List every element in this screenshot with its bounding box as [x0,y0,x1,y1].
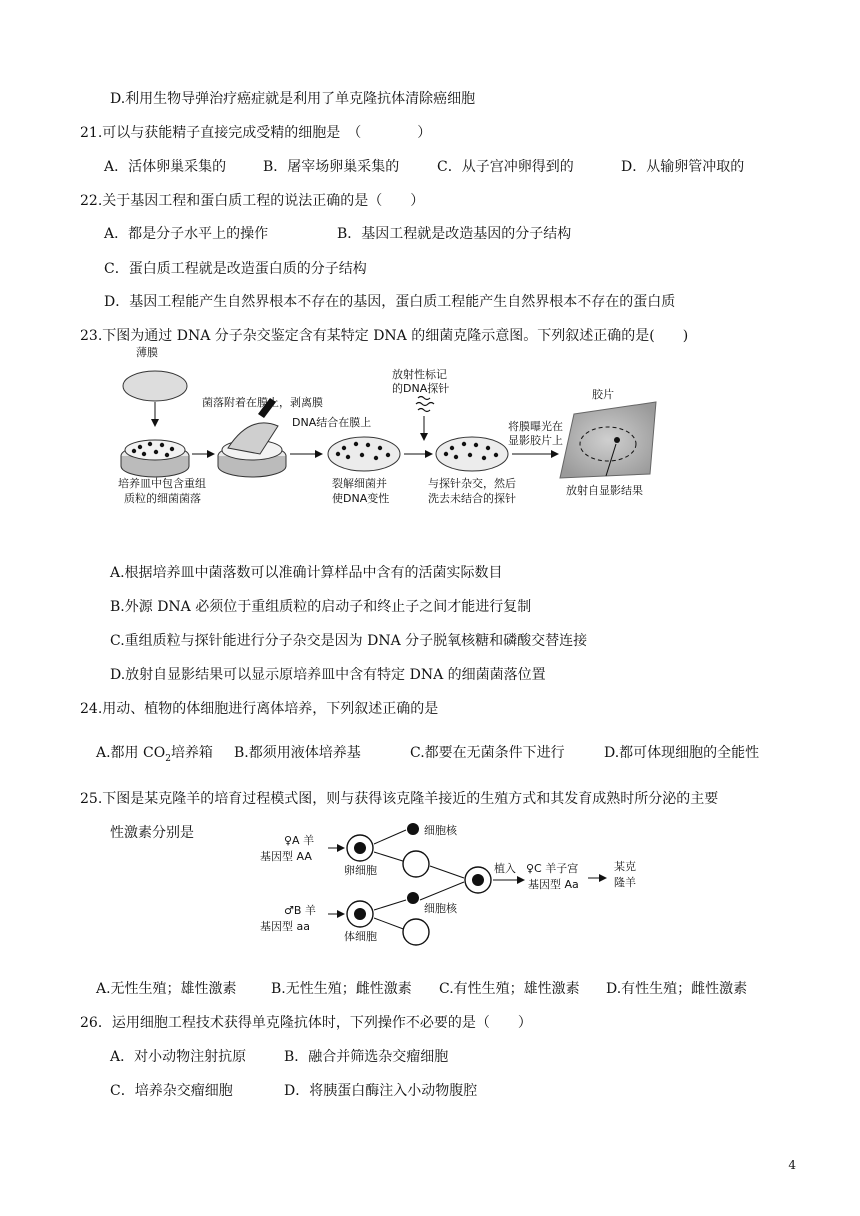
fig-label-dish2: 质粒的细菌菌落 [124,492,201,505]
q21-stem: 21.可以与获能精子直接完成受精的细胞是 （ ） [80,125,432,141]
q21-option-c: C．从子宫冲卵得到的 [437,159,574,175]
fig-label-lyse2: 使DNA变性 [332,492,390,505]
fig-label-result: 放射自显影结果 [566,484,643,497]
q25-option-a: A.无性生殖；雄性激素 [96,981,237,997]
fig-label-egg: 卵细胞 [344,864,377,877]
reconstructed-cell [465,867,491,893]
q24-option-b: B.都须用液体培养基 [234,745,361,761]
membrane-hybridized [436,437,508,471]
fig-label-peel: 菌落附着在膜上，剥离膜 [202,396,323,409]
q23-option-a: A.根据培养皿中菌落数可以准确计算样品中含有的活菌实际数目 [110,565,503,581]
q24-option-a-sub: 2 [165,753,171,764]
q25-option-c: C.有性生殖；雄性激素 [439,981,580,997]
fig-label-lyse1: 裂解细菌并 [332,477,387,490]
fig-label-probe1: 放射性标记 [392,368,447,381]
q24-option-d: D.都可体现细胞的全能性 [604,745,760,761]
q21-option-d: D．从输卵管冲取的 [621,159,745,175]
fig-label-geno-c: 基因型 Aa [528,878,579,891]
fig-label-expose2: 显影胶片上 [508,434,563,447]
q26-option-c: C．培养杂交瘤细胞 [110,1083,233,1099]
q24-option-a-post: 培养箱 [170,745,213,761]
fig-label-implant: 植入 [494,862,516,875]
q24-option-c: C.都要在无菌条件下进行 [410,745,565,761]
fig-label-probe2: 的DNA探针 [392,382,450,395]
dna-probe-squiggle [416,397,434,412]
fig-label-clone1: 某克 [614,860,636,873]
fig-label-dish1: 培养皿中包含重组 [118,477,206,490]
fig-label-clone2: 隆羊 [614,876,636,889]
fig-label-hyb1: 与探针杂交，然后 [428,477,516,490]
q24-option-a [96,742,213,764]
enucleated-egg [403,851,429,877]
nucleus-from-egg [407,823,419,835]
q24-option-a-pre: A.都用 CO [96,745,166,761]
q23-option-b: B.外源 DNA 必须位于重组质粒的启动子和终止子之间才能进行复制 [110,599,532,615]
q26-option-a: A．对小动物注射抗原 [110,1049,247,1065]
petri-dish-2-peel [218,398,286,477]
fig-label-dna-bind: DNA结合在膜上 [292,416,372,429]
q22-option-b: B．基因工程就是改造基因的分子结构 [337,226,572,242]
fig-label-expose1: 将膜曝光在 [508,420,563,433]
page-number: 4 [788,1158,796,1172]
q26-option-d: D．将胰蛋白酶注入小动物腹腔 [284,1083,478,1099]
membrane-disc [123,371,187,401]
fig-label-soma: 体细胞 [344,930,377,943]
fig-label-sheep-b: ♂B 羊 [284,904,316,917]
q23-option-c: C.重组质粒与探针能进行分子杂交是因为 DNA 分子脱氧核糖和磷酸交替连接 [110,633,588,649]
fig-label-hyb2: 洗去未结合的探针 [428,492,516,505]
fig-label-nucleus2: 细胞核 [424,902,457,915]
q26-stem: 26．运用细胞工程技术获得单克隆抗体时，下列操作不必要的是（ ） [80,1015,532,1031]
somatic-remnant [403,919,429,945]
egg-cell [347,835,373,861]
fig-label-sheep-c: ♀C 羊子宫 [526,862,579,875]
q21-option-a: A．活体卵巢采集的 [104,159,227,175]
q25-stem-line2: 性激素分别是 [110,825,194,841]
q24-stem: 24.用动、植物的体细胞进行离体培养，下列叙述正确的是 [80,701,439,717]
q21-option-b: B．屠宰场卵巢采集的 [263,159,400,175]
q25-stem-line1: 25.下图是某克隆羊的培育过程模式图，则与获得该克隆羊接近的生殖方式和其发育成熟时所分泌的主要 [80,791,719,807]
fig-label-geno-b: 基因型 aa [260,920,310,933]
fig-label-nucleus1: 细胞核 [424,824,457,837]
film-sheet [560,402,656,478]
q25-cloning-figure [250,820,670,950]
q23-option-d: D.放射自显影结果可以显示原培养皿中含有特定 DNA 的细菌菌落位置 [110,667,546,683]
q25-option-d: D.有性生殖；雌性激素 [606,981,748,997]
q22-option-d: D．基因工程能产生自然界根本不存在的基因，蛋白质工程能产生自然界根本不存在的蛋白质 [104,294,676,310]
fig-label-geno-a: 基因型 AA [260,850,312,863]
somatic-cell [347,901,373,927]
q22-stem: 22.关于基因工程和蛋白质工程的说法正确的是（ ） [80,193,425,209]
fig-label-membrane: 薄膜 [136,346,158,359]
membrane-with-dna [328,437,400,471]
q23-dna-hybridization-figure [110,344,670,514]
q25-option-b: B.无性生殖；雌性激素 [271,981,412,997]
nucleus-from-soma [407,892,419,904]
petri-dish-1 [121,440,189,477]
q23-stem: 23.下图为通过 DNA 分子杂交鉴定含有某特定 DNA 的细菌克隆示意图。下列叙述正确的是( ) [80,328,689,344]
fig-label-sheep-a: ♀A 羊 [284,834,315,847]
q20-option-d: D.利用生物导弹治疗癌症就是利用了单克隆抗体清除癌细胞 [110,91,476,107]
fig-label-film: 胶片 [592,388,614,401]
q22-option-a: A．都是分子水平上的操作 [104,226,269,242]
q22-option-c: C．蛋白质工程就是改造蛋白质的分子结构 [104,261,367,277]
q26-option-b: B．融合并筛选杂交瘤细胞 [284,1049,449,1065]
